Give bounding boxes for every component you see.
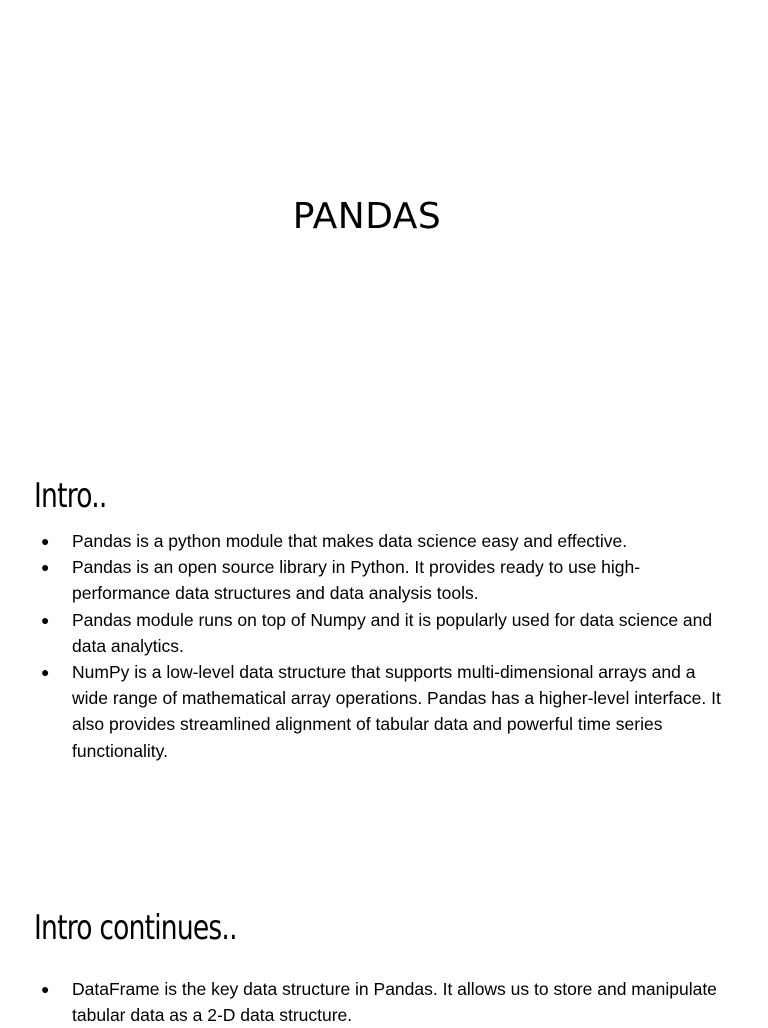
list-item <box>0 659 768 764</box>
list-item-text: NumPy is a low-level data structure that supports multi-dimensional arrays and a wide range of mathematical array operations. Pandas has a higher-level interface. It also provides streamlined alignment of tabular data and powerful time series functionality. <box>72 662 721 761</box>
bullet-icon: ● <box>41 981 50 997</box>
list-item <box>0 976 768 1028</box>
list-item <box>0 554 768 606</box>
intro-continues-heading: Intro continues.. <box>34 908 237 948</box>
bullet-icon: ● <box>41 533 50 549</box>
list-item-text: Pandas is an open source library in Python. It provides ready to use high-performance data structures and data analysis tools. <box>72 557 641 604</box>
intro-bullet-list <box>0 528 768 764</box>
intro-continues-bullet-list <box>0 976 768 1028</box>
bullet-icon: ● <box>41 559 50 576</box>
list-item <box>0 607 768 659</box>
list-item <box>0 528 768 554</box>
list-item-text: Pandas is a python module that makes data science easy and effective. <box>72 531 628 551</box>
list-item-text: Pandas module runs on top of Numpy and it is popularly used for data science and data analytics. <box>72 609 713 656</box>
bullet-icon: ● <box>41 664 50 681</box>
page-title: PANDAS <box>292 196 442 237</box>
bullet-icon: ● <box>41 611 50 628</box>
title-slide <box>0 0 768 430</box>
list-item-text: DataFrame is the key data structure in Pandas. It allows us to store and manipulate tabular data as a 2-D data structure. <box>72 979 717 1026</box>
intro-heading: Intro.. <box>34 476 107 516</box>
